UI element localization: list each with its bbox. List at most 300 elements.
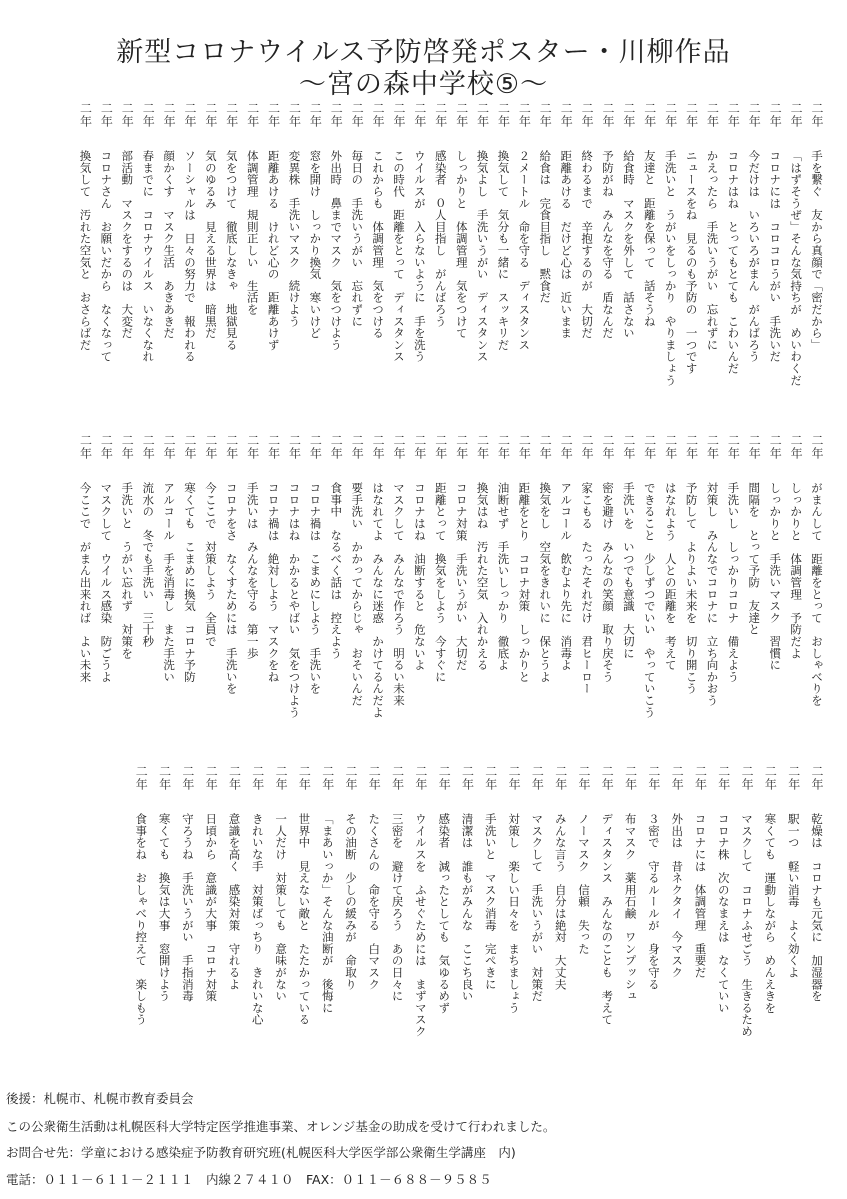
grade-label: 二年 <box>350 434 365 460</box>
poem-block-2 <box>58 434 828 764</box>
grade-label: 二年 <box>308 434 323 460</box>
poem-column <box>736 765 758 1095</box>
senryu-text: しっかりと 手洗いマスク 習慣に <box>768 482 783 671</box>
senryu-text: コロナはね とってもとても こわいんだ <box>726 150 741 375</box>
poem-column <box>95 434 117 764</box>
senryu-text: ウイルスを ふせぐためには まずマスク <box>413 813 428 1038</box>
poem-column <box>660 102 682 432</box>
poem-column <box>643 765 665 1095</box>
grade-label: 二年 <box>538 434 553 460</box>
senryu-text: 対策し 楽しい日々を まちましょう <box>507 813 522 1014</box>
grade-label: 二年 <box>559 434 574 460</box>
poem-column <box>457 765 479 1095</box>
grade-label: 二年 <box>413 765 428 791</box>
grade-label: 二年 <box>716 765 731 791</box>
senryu-text: コロナには 体調管理 重要だ <box>693 813 708 979</box>
senryu-text: この時代 距離をとって ディスタンス <box>392 150 406 363</box>
grade-label: 二年 <box>78 434 93 460</box>
poem-column <box>596 765 618 1095</box>
grade-label: 二年 <box>507 765 522 791</box>
senryu-text: 手を繋ぐ 友から真顔で「密だから」 <box>810 150 824 351</box>
grade-label: 二年 <box>747 102 762 128</box>
senryu-text: 要手洗い かかってからじゃ おそいんだ <box>350 482 365 707</box>
senryu-text: 対策し みんなでコロナに 立ち向かおう <box>705 482 720 707</box>
grade-label: 二年 <box>810 765 824 791</box>
poem-column <box>158 434 180 764</box>
grade-label: 二年 <box>412 434 427 460</box>
senryu-text: コロナ禍は こまめにしよう 手洗いを <box>308 482 323 695</box>
poem-block-3 <box>58 765 828 1095</box>
senryu-text: コロナさん お願いだから なくなって <box>99 150 114 363</box>
grade-label: 二年 <box>344 765 358 791</box>
poem-column <box>451 102 473 432</box>
poem-column <box>555 434 577 764</box>
poem-column <box>783 765 805 1095</box>
senryu-text: 毎日の 手洗いうがい 忘れずに <box>350 150 365 327</box>
senryu-text: はなれよう 人との距離を 考えて <box>663 482 678 671</box>
grade-label: 二年 <box>559 102 574 128</box>
poem-column <box>200 765 222 1095</box>
poem-column <box>224 765 246 1095</box>
poem-column <box>722 102 744 432</box>
senryu-text: がまんして 距離をとって おしゃべりを <box>810 482 824 707</box>
poem-column <box>806 102 828 432</box>
poem-column <box>340 765 362 1095</box>
senryu-text: 一人だけ 対策しても 意味がない <box>274 813 289 1002</box>
poem-column <box>158 102 180 432</box>
poem-column <box>409 102 431 432</box>
grade-label: 二年 <box>308 102 323 128</box>
senryu-text: 布マスク 薬用石鹸 ワンプッシュ <box>623 813 638 1002</box>
grade-label: 二年 <box>496 102 511 128</box>
grade-label: 二年 <box>99 102 114 128</box>
senryu-text: 距離とって 換気をしよう 今すぐに <box>433 482 448 683</box>
poem-column <box>806 765 828 1095</box>
poem-column <box>555 102 577 432</box>
grade-label: 二年 <box>297 765 312 791</box>
poem-column <box>534 434 556 764</box>
poem-column <box>472 434 494 764</box>
senryu-text: 顔かくす マスク生活 あきあきだ <box>162 150 177 339</box>
grade-label: 二年 <box>621 434 636 460</box>
grade-label: 二年 <box>580 102 595 128</box>
grade-label: 二年 <box>371 102 386 128</box>
grade-label: 二年 <box>180 765 195 791</box>
grade-label: 二年 <box>120 434 135 460</box>
senryu-text: その油断 少しの緩みが 命取り <box>344 813 358 990</box>
senryu-text: 距離をとり コロナ対策 しっかりと <box>517 482 532 683</box>
senryu-text: これからも 体調管理 気をつける <box>371 150 386 339</box>
senryu-text: 意識を高く 感染対策 守れるよ <box>227 813 242 990</box>
poem-column <box>472 102 494 432</box>
grade-label: 二年 <box>78 102 93 128</box>
grade-label: 二年 <box>693 765 708 791</box>
grade-label: 二年 <box>646 765 661 791</box>
grade-label: 二年 <box>517 102 532 128</box>
senryu-text: かえったら 手洗いうがい 忘れずに <box>705 150 720 351</box>
grade-label: 二年 <box>433 102 448 128</box>
poem-column <box>618 102 640 432</box>
grade-label: 二年 <box>227 765 242 791</box>
grade-label: 二年 <box>437 765 452 791</box>
grade-label: 二年 <box>203 434 218 460</box>
senryu-text: みんな言う 自分は絶対 大丈夫 <box>553 813 568 990</box>
senryu-text: 給食時 マスクを外して 話さない <box>621 150 636 339</box>
senryu-text: アルコール 飲むより先に 消毒よ <box>559 482 574 671</box>
poem-column <box>116 102 138 432</box>
poem-column <box>764 434 786 764</box>
grade-label: 二年 <box>204 765 219 791</box>
grade-label: 二年 <box>454 102 469 128</box>
poem-column <box>387 765 409 1095</box>
poem-column <box>130 765 152 1095</box>
poem-column <box>116 434 138 764</box>
grade-label: 二年 <box>120 102 135 128</box>
senryu-text: 食事中 なるべく話は 控えよう <box>329 482 344 659</box>
poem-column <box>367 102 389 432</box>
grade-label: 二年 <box>475 102 490 128</box>
grade-label: 二年 <box>663 102 678 128</box>
grade-label: 二年 <box>454 434 469 460</box>
poem-column <box>576 434 598 764</box>
senryu-text: きれいな手 対策ばっちり きれいな心 <box>250 813 265 1026</box>
senryu-text: 部活動 マスクをするのは 大変だ <box>120 150 135 339</box>
grade-label: 二年 <box>203 102 218 128</box>
phone-text: 電話：０１１－６１１－２１１１ 内線２７４１０ FAX：０１１－６８８－９５８５ <box>6 1172 492 1187</box>
grade-label: 二年 <box>496 434 511 460</box>
senryu-text: 予防して よりよい未来を 切り開こう <box>684 482 699 695</box>
senryu-text: しっかりと 体調管理 気をつけて <box>454 150 469 339</box>
senryu-text: 「まあいっか」そんな油断が 後悔に <box>320 813 335 1014</box>
poem-column <box>325 434 347 764</box>
poem-column <box>263 434 285 764</box>
poem-column <box>690 765 712 1095</box>
senryu-text: マスクして ウイルス感染 防ごうよ <box>99 482 114 683</box>
grade-label: 二年 <box>740 765 755 791</box>
grade-label: 二年 <box>663 434 678 460</box>
senryu-text: マスクして みんなで作ろう 明るい未来 <box>392 482 406 707</box>
poem-column <box>576 102 598 432</box>
poem-column <box>284 434 306 764</box>
poem-column <box>620 765 642 1095</box>
poem-column <box>221 434 243 764</box>
poem-column <box>177 765 199 1095</box>
senryu-text: 寒くても こまめに換気 コロナ予防 <box>183 482 197 683</box>
grade-label: 二年 <box>577 765 591 791</box>
senryu-text: 予防がね みんなを守る 盾なんだ <box>601 150 615 339</box>
grade-label: 二年 <box>789 102 804 128</box>
senryu-text: 手洗いし しっかりコロナ 備えよう <box>726 482 741 683</box>
senryu-text: マスクして コロナふせごう 生きるため <box>740 813 755 1038</box>
senryu-text: 駅一つ 軽い消毒 よく効くよ <box>786 813 801 979</box>
poem-column <box>639 102 661 432</box>
senryu-text: 三密を 避けて戻ろう あの日々に <box>390 813 405 1002</box>
poem-column <box>639 434 661 764</box>
senryu-text: 手洗いを いつでも意識 大切に <box>621 482 636 659</box>
grade-label: 二年 <box>810 102 824 128</box>
poem-column <box>806 434 828 764</box>
senryu-text: 換気はね 汚れた空気 入れかえる <box>475 482 490 671</box>
grade-label: 二年 <box>320 765 335 791</box>
senryu-text: 食事をね おしゃべり控えて 楽しもう <box>134 813 149 1026</box>
grade-label: 二年 <box>621 102 636 128</box>
senryu-text: 世界中 見えない敵と たたかっている <box>297 813 312 1026</box>
grade-label: 二年 <box>287 102 302 128</box>
poem-column <box>317 765 339 1095</box>
senryu-text: 手洗いと うがい忘れず 対策を <box>120 482 135 659</box>
poem-column <box>263 102 285 432</box>
poem-column <box>526 765 548 1095</box>
senryu-text: 今だけは いろいろがまん がんばろう <box>747 150 762 363</box>
funding-text: この公衆衛生活動は札幌医科大学特定医学推進事業、オレンジ基金の助成を受けて行われました。 <box>6 1119 556 1134</box>
grade-label: 二年 <box>705 434 720 460</box>
senryu-text: 換気よし 手洗いうがい ディスタンス <box>475 150 490 363</box>
senryu-text: コロナ禍は 絶対しよう マスクをね <box>266 482 281 683</box>
senryu-text: 体調管理 規則正しい 生活を <box>245 150 260 316</box>
senryu-text: コロナ対策 手洗いうがい 大切だ <box>454 482 469 671</box>
senryu-text: 友達と 距離を保って 話そうね <box>642 150 657 327</box>
poem-column <box>137 102 159 432</box>
poem-column <box>618 434 640 764</box>
poem-column <box>154 765 176 1095</box>
poem-column <box>597 102 619 432</box>
poem-column <box>346 102 368 432</box>
poem-column <box>451 434 473 764</box>
poem-column <box>367 434 389 764</box>
poem-column <box>493 102 515 432</box>
poem-column <box>722 434 744 764</box>
grade-label: 二年 <box>183 434 197 460</box>
poem-column <box>513 102 535 432</box>
poem-column <box>410 765 432 1095</box>
grade-label: 二年 <box>600 765 615 791</box>
senryu-text: 換気して 汚れた空気と おさらばだ <box>78 150 93 351</box>
poem-block-1 <box>58 102 828 432</box>
grade-label: 二年 <box>287 434 302 460</box>
senryu-text: 密を避け みんなの笑顔 取り戻そう <box>601 482 615 683</box>
poem-column <box>513 434 535 764</box>
grade-label: 二年 <box>460 765 475 791</box>
senryu-text: コロナはね 油断すると 危ないよ <box>412 482 427 671</box>
grade-label: 二年 <box>763 765 778 791</box>
grade-label: 二年 <box>642 434 657 460</box>
senryu-text: コロナには コロコロうがい 手洗いだ <box>768 150 783 363</box>
senryu-text: ソーシャルは 日々の努力で 報われる <box>183 150 197 363</box>
senryu-text: ノーマスク 信頼 失った <box>577 813 591 955</box>
senryu-text: 手洗いと マスク消毒 完ぺきに <box>483 813 498 990</box>
grade-label: 二年 <box>538 102 553 128</box>
poem-column <box>221 102 243 432</box>
grade-label: 二年 <box>183 102 197 128</box>
grade-label: 二年 <box>274 765 289 791</box>
grade-label: 二年 <box>670 765 685 791</box>
poem-column <box>702 102 724 432</box>
poem-column <box>597 434 619 764</box>
poem-column <box>270 765 292 1095</box>
senryu-text: 今ここで 対策しよう 全員で <box>203 482 218 648</box>
senryu-text: 外出時 鼻までマスク 気をつけよう <box>329 150 344 351</box>
senryu-text: 今ここで がまん出来れば よい未来 <box>78 482 93 683</box>
grade-label: 二年 <box>134 765 149 791</box>
senryu-text: 清潔は 誰もがみんな ここち良い <box>460 813 475 1002</box>
poem-column <box>200 434 222 764</box>
senryu-text: 油断せず 手洗いしっかり 徹底よ <box>496 482 511 671</box>
grade-label: 二年 <box>350 102 365 128</box>
grade-label: 二年 <box>810 434 824 460</box>
senryu-text: ３密で 守るルールが 身を守る <box>646 813 661 990</box>
grade-label: 二年 <box>517 434 532 460</box>
senryu-text: ２メートル 命を守る ディスタンス <box>517 150 532 351</box>
senryu-text: 乾燥は コロナも元気に 加湿器を <box>810 813 824 1002</box>
poem-column <box>534 102 556 432</box>
poem-column <box>242 434 264 764</box>
grade-label: 二年 <box>245 434 260 460</box>
grade-label: 二年 <box>684 102 699 128</box>
grade-label: 二年 <box>250 765 265 791</box>
poem-column <box>388 102 410 432</box>
poem-column <box>75 434 97 764</box>
poem-column <box>95 102 117 432</box>
grade-label: 二年 <box>684 434 699 460</box>
grade-label: 二年 <box>768 102 783 128</box>
poem-column <box>284 102 306 432</box>
senryu-text: 感染者 ０人目指し がんばろう <box>433 150 448 327</box>
poem-column <box>433 765 455 1095</box>
senryu-text: コロナをさ なくすためには 手洗いを <box>224 482 239 695</box>
senryu-text: しっかりと 体調管理 予防だよ <box>789 482 804 659</box>
poem-column <box>247 765 269 1095</box>
senryu-text: マスクして 手洗いうがい 対策だ <box>530 813 545 1002</box>
senryu-text: 窓を開け しっかり換気 寒いけど <box>308 150 323 339</box>
poem-column <box>681 434 703 764</box>
grade-label: 二年 <box>705 102 720 128</box>
senryu-text: はなれてよ みんなに迷惑 かけてるんだよ <box>371 482 386 718</box>
poem-column <box>137 434 159 764</box>
contact-text: お問合せ先：学童における感染症予防教育研究班(札幌医科大学医学部公衆衛生学講座 内) <box>6 1145 516 1160</box>
poem-column <box>660 434 682 764</box>
poem-column <box>430 102 452 432</box>
poem-column <box>702 434 724 764</box>
grade-label: 二年 <box>329 434 344 460</box>
poem-column <box>304 434 326 764</box>
poem-column <box>743 102 765 432</box>
senryu-text: 「はずそうぜ」そんな気持ちが めいわくだ <box>789 150 804 386</box>
senryu-text: 気をつけて 徹底しなきゃ 地獄見る <box>224 150 239 351</box>
grade-label: 二年 <box>747 434 762 460</box>
senryu-text: 寒くても 運動しながら めんえきを <box>763 813 778 1014</box>
poem-column <box>179 434 201 764</box>
poem-column <box>493 434 515 764</box>
grade-label: 二年 <box>162 102 177 128</box>
grade-label: 二年 <box>768 434 783 460</box>
grade-label: 二年 <box>266 102 281 128</box>
poem-column <box>785 102 807 432</box>
senryu-text: 感染者 減ったとしても 気ゆるめず <box>437 813 452 1014</box>
grade-label: 二年 <box>371 434 386 460</box>
senryu-text: 換気をし 空気をきれいに 保とうよ <box>538 482 553 683</box>
poem-column <box>293 765 315 1095</box>
grade-label: 二年 <box>642 102 657 128</box>
grade-label: 二年 <box>475 434 490 460</box>
senryu-text: 距離あける けれど心の 距離あけず <box>266 150 281 351</box>
senryu-text: アルコール 手を消毒し また手洗い <box>162 482 177 683</box>
grade-label: 二年 <box>483 765 498 791</box>
senryu-text: ディスタンス みんなのことも 考えて <box>600 813 615 1026</box>
grade-label: 二年 <box>329 102 344 128</box>
grade-label: 二年 <box>99 434 114 460</box>
senryu-text: 日頃から 意識が大事 コロナ対策 <box>204 813 219 1002</box>
senryu-text: ニュースをね 見るのも予防の 一つです <box>684 150 699 375</box>
senryu-text: 家こもる たったそれだけ 君ヒーロー <box>580 482 595 695</box>
poem-column <box>304 102 326 432</box>
senryu-text: 変異株 手洗いマスク 続けよう <box>287 150 302 327</box>
senryu-text: できること 少しずつでいい やっていこう <box>642 482 657 718</box>
grade-label: 二年 <box>245 102 260 128</box>
poem-column <box>573 765 595 1095</box>
poem-column <box>713 765 735 1095</box>
grade-label: 二年 <box>266 434 281 460</box>
poem-column <box>480 765 502 1095</box>
poem-column <box>759 765 781 1095</box>
senryu-text: 気のゆるみ 見える世界は 暗黒だ <box>203 150 218 339</box>
senryu-text: 流水の 冬でも手洗い 三十秒 <box>141 482 156 648</box>
poem-column <box>179 102 201 432</box>
grade-label: 二年 <box>141 102 156 128</box>
senryu-text: 間隔を とって予防 友達と <box>747 482 762 636</box>
grade-label: 二年 <box>433 434 448 460</box>
senryu-text: ウイルスが 入らないように 手を洗う <box>412 150 427 363</box>
poem-column <box>363 765 385 1095</box>
poem-column <box>764 102 786 432</box>
senryu-text: コロナ株 次のなまえは なくていい <box>716 813 731 1014</box>
support-text: 後援：札幌市、札幌市教育委員会 <box>6 1091 194 1106</box>
poem-column <box>200 102 222 432</box>
grade-label: 二年 <box>789 434 804 460</box>
senryu-text: 換気して 気分も一緒に スッキリだ <box>496 150 511 351</box>
senryu-text: 終わるまで 辛抱するのが 大切だ <box>580 150 595 339</box>
grade-label: 二年 <box>726 102 741 128</box>
poem-column <box>785 434 807 764</box>
page-title: 新型コロナウイルス予防啓発ポスター・川柳作品 <box>116 37 731 68</box>
grade-label: 二年 <box>162 434 177 460</box>
senryu-text: 手洗いと うがいをしっかり やりましょう <box>663 150 678 386</box>
senryu-text: 春までに コロナウイルス いなくなれ <box>141 150 156 363</box>
page-subtitle: 〜宮の森中学校⑤〜 <box>298 69 549 100</box>
poem-column <box>409 434 431 764</box>
poem-column <box>346 434 368 764</box>
grade-label: 二年 <box>224 434 239 460</box>
grade-label: 二年 <box>553 765 568 791</box>
grade-label: 二年 <box>367 765 382 791</box>
grade-label: 二年 <box>390 765 405 791</box>
poem-column <box>681 102 703 432</box>
poem-column <box>503 765 525 1095</box>
senryu-text: 距離あける だけど心は 近いまま <box>559 150 574 339</box>
poem-column <box>75 102 97 432</box>
grade-label: 二年 <box>141 434 156 460</box>
poem-column <box>388 434 410 764</box>
senryu-text: たくさんの 命を守る 白マスク <box>367 813 382 990</box>
senryu-text: 給食は 完食目指し 黙食だ <box>538 150 553 304</box>
grade-label: 二年 <box>726 434 741 460</box>
senryu-text: 手洗いは みんなを守る 第一歩 <box>245 482 260 659</box>
senryu-text: 外出は 昔ネクタイ 今マスク <box>670 813 685 979</box>
senryu-text: コロナはね かかるとやばい 気をつけよう <box>287 482 302 718</box>
grade-label: 二年 <box>224 102 239 128</box>
poem-column <box>430 434 452 764</box>
grade-label: 二年 <box>786 765 801 791</box>
grade-label: 二年 <box>392 102 406 128</box>
